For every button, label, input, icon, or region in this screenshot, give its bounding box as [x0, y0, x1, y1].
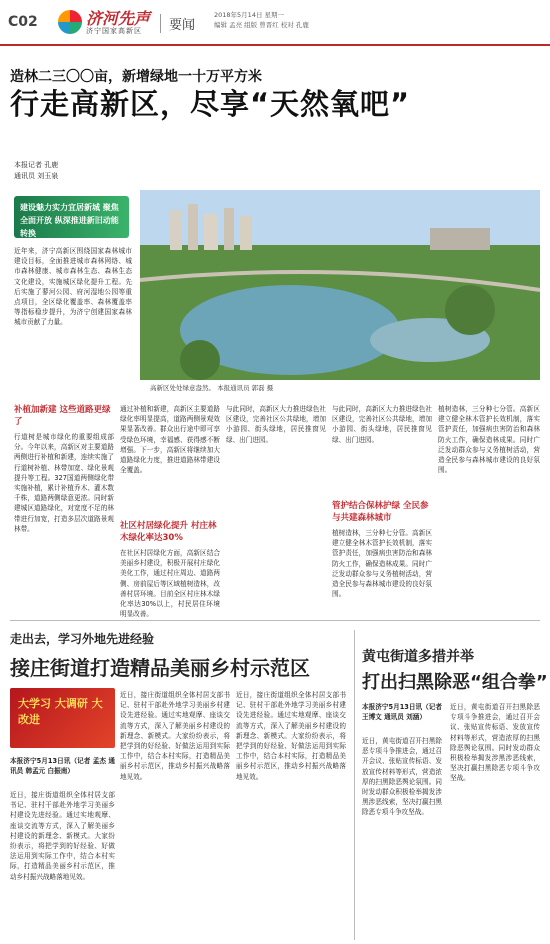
- article1-col1: 行道树是城市绿化的重要组成部分。今年以来，高新区对主要道路两侧进行补植和新建，连续实施了行道树补植、林带加宽、绿化景观提升等工程。327国道两侧绿化带实施补植，累计补植乔木、灌木数千株，道路两侧绿意更浓。同时新建城区道路绿化，对宽度不足的林带进行加宽，打造多层次道路景观林带。: [14, 433, 114, 533]
- section-name: 要闻: [160, 14, 195, 33]
- article1-subtitle-roads: 补植加新建 这些道路更绿了: [14, 405, 111, 427]
- article3-subhead: 黄屯街道多措并举: [362, 649, 474, 665]
- byline-correspondent: 通讯员 刘玉泉: [14, 172, 59, 180]
- article2-title: 接庄街道打造精品美丽乡村示范区: [10, 656, 310, 680]
- article1-col4: 与此同时，高新区大力推进绿色社区建设，完善社区公共绿地，增加小游园、街头绿地，居民推窗见绿、出门进园。: [226, 405, 326, 444]
- article1-col6: 植树造林，三分种七分管。高新区建立健全林木管护长效机制，落实管护责任，加强病虫害防治和森林防火工作，确保造林成果。同时广泛发动群众参与义务植树活动，营造全民参与森林城市建设的良好氛围。: [438, 405, 540, 475]
- article2-col3: 近日，接庄街道组织全体村居支部书记、驻村干部赴外地学习美丽乡村建设先进经验。通过实地观摩、座谈交流等方式，深入了解美丽乡村建设的新理念、新模式。大家纷纷表示，将把学到的好经验、好做法运用到实际工作中，结合本村实际，打造精品美丽乡村示范区，推动乡村振兴战略落地见效。: [236, 691, 346, 781]
- article1-col3: 在社区村居绿化方面，高新区结合美丽乡村建设，积极开展村庄绿化美化工作，通过村庄周边、道路两侧、房前屋后等区域植树造林，改善村居环境。目前全区村庄林木绿化率达30%以上，村民居住环境明显改善。: [120, 549, 220, 619]
- article1-byline: [14, 160, 114, 182]
- newspaper-logo-subtitle: 济宁国家高新区: [86, 27, 142, 35]
- article2-col2: 近日，接庄街道组织全体村居支部书记、驻村干部赴外地学习美丽乡村建设先进经验。通过实地观摩、座谈交流等方式，深入了解美丽乡村建设的新理念、新模式。大家纷纷表示，将把学到的好经验、好做法运用到实际工作中，结合本村实际，打造精品美丽乡村示范区，推动乡村振兴战略落地见效。: [120, 691, 230, 781]
- newspaper-logo-title: 济河先声: [86, 9, 151, 28]
- campaign-badge: 大学习 大调研 大改进: [10, 688, 115, 748]
- header-divider: [0, 44, 550, 46]
- section-divider: [10, 620, 540, 621]
- date-info: [214, 10, 309, 30]
- article1-col2: 通过补植和新建，高新区主要道路绿化率明显提高，道路两侧景观效果显著改善。群众出行途中即可享受绿色环境，幸福感、获得感不断增强。下一步，高新区将继续加大道路绿化力度，推进道路林带建设全覆盖。: [120, 405, 220, 475]
- page-code: C02: [8, 14, 38, 30]
- article1-lead: 近年来，济宁高新区围绕国家森林城市建设目标，全面推进城市森林网络、城市森林健康、城市森林生态、森林生态文化建设，实施城区绿化提升工程。先后实施了蓼河公园、府河湿地公园等重点项目，全区绿化覆盖率、森林覆盖率等指标稳步提升，为济宁创建国家森林城市贡献了力量。: [14, 247, 132, 327]
- article3-title: 打出扫黑除恶“组合拳”: [362, 672, 548, 693]
- article1-headline: 行走高新区，尽享“天然氧吧”: [10, 87, 411, 121]
- column-divider: [354, 630, 355, 940]
- newspaper-logo-icon: [58, 10, 82, 34]
- date-line: 2018年5月14日 星期一: [214, 11, 285, 19]
- article2-subhead: 走出去，学习外地先进经验: [10, 632, 155, 646]
- article1-subtitle-management: 管护结合保林护绿 全民参与共建森林城市: [332, 501, 429, 523]
- article3-col2: 近日，黄屯街道召开扫黑除恶专项斗争推进会，通过召开会议、张贴宣传标语、发放宣传材料等形式，营造浓厚的扫黑除恶舆论氛围。同时发动群众积极检举揭发涉黑涉恶线索，坚决打赢扫黑除恶专项斗争攻坚战。: [450, 703, 540, 783]
- article2-byline: 本报济宁5月13日讯（记者 孟杰 通讯员 韩孟元 白振南）: [10, 757, 115, 776]
- aerial-photo-illustration: [140, 190, 540, 380]
- article3-col1: 近日，黄屯街道召开扫黑除恶专项斗争推进会，通过召开会议、张贴宣传标语、发放宣传材料等形式，营造浓厚的扫黑除恶舆论氛围。同时发动群众积极检举揭发涉黑涉恶线索，坚决打赢扫黑除恶专项斗争攻坚战。: [362, 737, 442, 817]
- article2-col1: 近日，接庄街道组织全体村居支部书记、驻村干部赴外地学习美丽乡村建设先进经验。通过实地观摩、座谈交流等方式，深入了解美丽乡村建设的新理念、新模式。大家纷纷表示，将把学到的好经验、好做法运用到实际工作中，结合本村实际，打造精品美丽乡村示范区，推动乡村振兴战略落地见效。: [10, 791, 115, 881]
- article1-col5: 植树造林，三分种七分管。高新区建立健全林木管护长效机制，落实管护责任，加强病虫害防治和森林防火工作，确保造林成果。同时广泛发动群众参与义务植树活动，营造全民参与森林城市建设的良好氛围。: [332, 529, 432, 599]
- photo-caption: 高新区处处绿意盎然。 本报通讯员 郭磊 摄: [150, 384, 274, 392]
- aerial-photo: [140, 190, 540, 380]
- article1-subtitle-villages: 社区村居绿化提升 村庄林木绿化率达30%: [120, 521, 217, 543]
- article3-byline: 本报济宁5月13日讯（记者 王博文 通讯员 刘涵）: [362, 703, 442, 722]
- article1-subhead: 造林二三〇〇亩，新增绿地一十万平方米: [10, 69, 262, 85]
- editor-line: 编辑 孟亮 组版 曾晋红 校对 孔鹿: [214, 21, 309, 29]
- byline-reporter: 本报记者 孔鹿: [14, 161, 59, 169]
- campaign-banner: 建设魅力实力宜居新城 聚焦全面开放 纵深推进新旧动能转换: [14, 196, 129, 238]
- article1-col5-top: 与此同时，高新区大力推进绿色社区建设，完善社区公共绿地，增加小游园、街头绿地，居民推窗见绿、出门进园。: [332, 405, 432, 444]
